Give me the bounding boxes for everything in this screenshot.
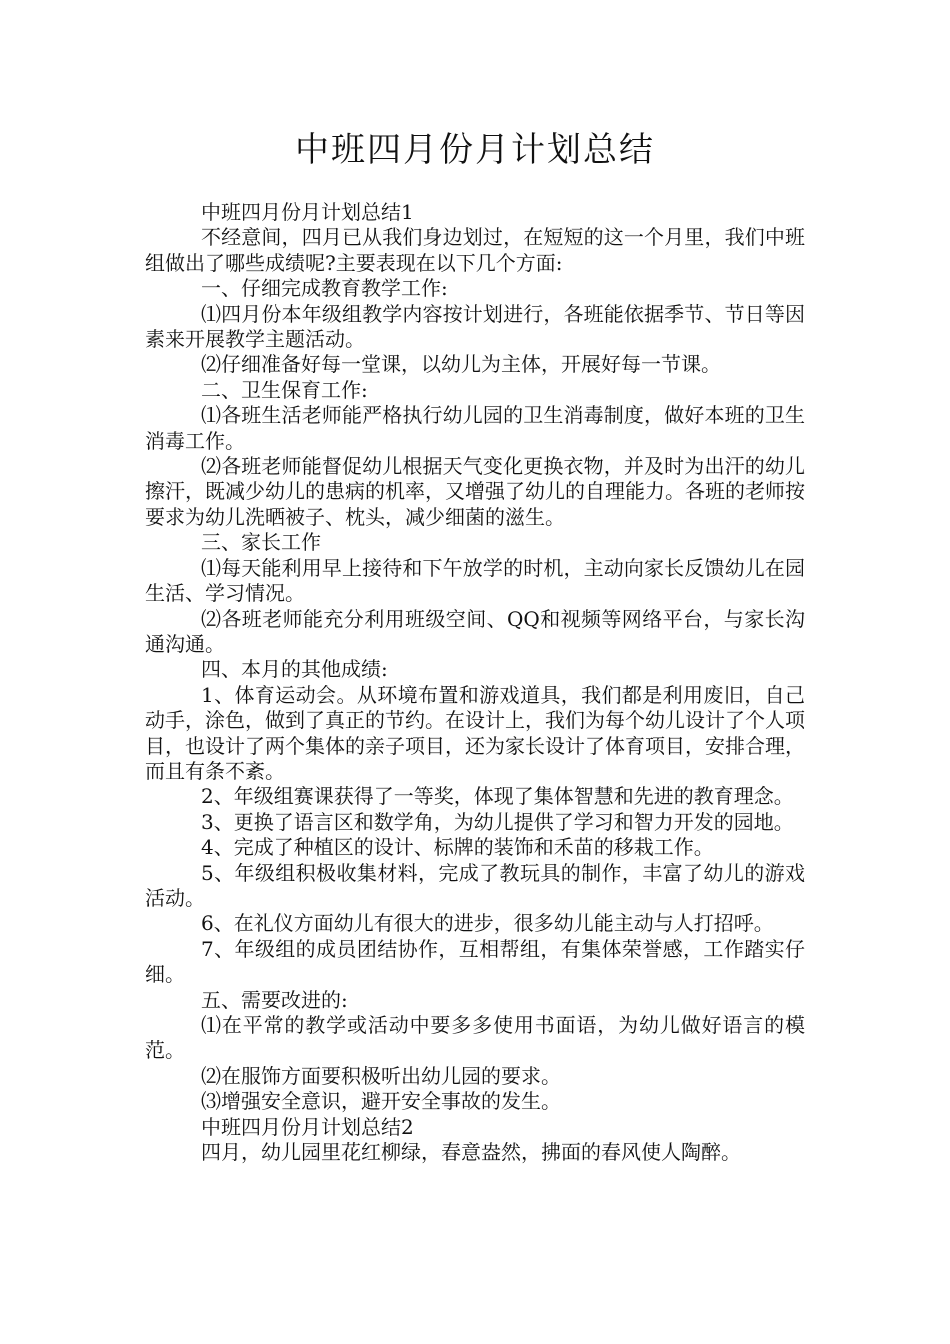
improvement-item-2: ⑵在服饰方面要积极听出幼儿园的要求。 [201, 1063, 561, 1088]
achievement-item-4: 4、完成了种植区的设计、标牌的装饰和禾苗的移栽工作。 [201, 835, 714, 860]
achievement-item-3: 3、更换了语言区和数学角，为幼儿提供了学习和智力开发的园地。 [201, 809, 794, 834]
teaching-item-1: ⑴四月份本年级组教学内容按计划进行，各班能依据季节、节日等因素来开展教学主题活动。 [145, 301, 805, 352]
achievement-item-6: 6、在礼仪方面幼儿有很大的进步，很多幼儿能主动与人打招呼。 [201, 911, 774, 936]
document-title: 中班四月份月计划总结 [295, 130, 655, 170]
heading-parent-work: 三、家长工作 [201, 530, 321, 555]
improvement-item-3: ⑶增强安全意识，避开安全事故的发生。 [201, 1089, 561, 1114]
teaching-item-2: ⑵仔细准备好每一堂课，以幼儿为主体，开展好每一节课。 [201, 352, 721, 377]
intro-paragraph: 不经意间，四月已从我们身边划过，在短短的这一个月里，我们中班组做出了哪些成绩呢?主要表现在以下几个方面: [145, 225, 805, 275]
section-heading-2: 中班四月份月计划总结2 [201, 1114, 414, 1139]
section-heading-1: 中班四月份月计划总结1 [201, 200, 414, 224]
achievement-item-7: 7、年级组的成员团结协作，互相帮组，有集体荣誉感，工作踏实仔细。 [145, 936, 805, 987]
heading-hygiene-work: 二、卫生保育工作: [201, 377, 368, 402]
heading-improvements: 五、需要改进的: [201, 987, 348, 1012]
hygiene-item-1: ⑴各班生活老师能严格执行幼儿园的卫生消毒制度，做好本班的卫生消毒工作。 [145, 403, 805, 453]
hygiene-item-2: ⑵各班老师能督促幼儿根据天气变化更换衣物，并及时为出汗的幼儿擦汗，既减少幼儿的患病的机率，又增强了幼儿的自理能力。各班的老师按要求为幼儿洗晒被子、枕头，减少细菌的滋生。 [145, 454, 805, 529]
heading-other-achievements: 四、本月的其他成绩: [201, 657, 388, 682]
document-body [145, 200, 805, 1165]
achievement-item-2: 2、年级组赛课获得了一等奖，体现了集体智慧和先进的教育理念。 [201, 784, 794, 809]
improvement-item-1: ⑴在平常的教学或活动中要多多使用书面语，为幼儿做好语言的模范。 [145, 1013, 805, 1063]
parent-item-2: ⑵各班老师能充分利用班级空间、QQ和视频等网络平台，与家长沟通沟通。 [145, 606, 805, 656]
achievement-item-1: 1、体育运动会。从环境布置和游戏道具，我们都是利用废旧，自己动手，涂色，做到了真正的节约。在设计上，我们为每个幼儿设计了个人项目，也设计了两个集体的亲子项目，还为家长设计了体育项目，安排合理，而且有条不紊。 [145, 682, 805, 783]
parent-item-1: ⑴每天能利用早上接待和下午放学的时机，主动向家长反馈幼儿在园生活、学习情况。 [145, 555, 805, 606]
heading-teaching-work: 一、仔细完成教育教学工作: [201, 276, 448, 301]
achievement-item-5: 5、年级组积极收集材料，完成了教玩具的制作，丰富了幼儿的游戏活动。 [145, 860, 805, 910]
section-2-paragraph-1: 四月，幼儿园里花红柳绿，春意盎然，拂面的春风使人陶醉。 [201, 1140, 741, 1165]
